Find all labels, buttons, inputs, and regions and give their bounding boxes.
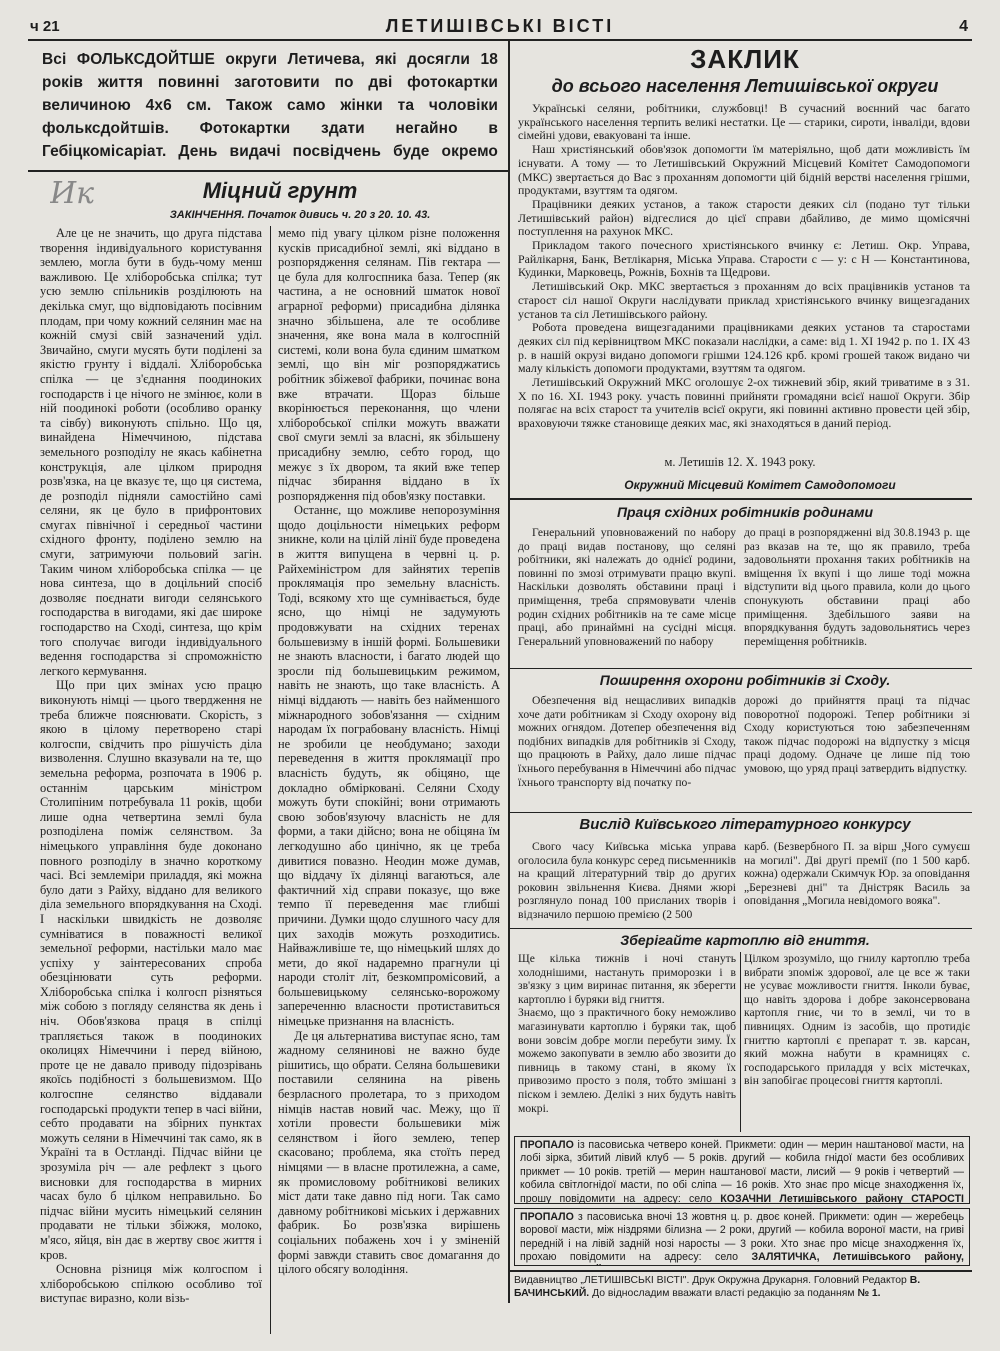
workers-text: до праці в розпорядженні від 30.8.1943 р. ще раз вказав на те, що як правило, треба задовольняти прохання таких робітників на вміщення їх вкупі і що лише тоді можна відступити від цього правила, коли до цього спонукують обставини праці або приміщення. Здебільшого заяви на впорядкування будуть задовольнятись через переміщення робітників. [744, 526, 970, 648]
ad-text: з пасовиська вночі 13 жовтня ц. р. двоє коней. Прикмети: один — жеребець ворової масти, між ніздрями білизна — 2 роки, другий — кобила вороної масти, на гриві передній і на лівій задній нозі наросты — 3 роки. Хто знає про місце знаходження їх, прохаю повідомити на адресу: село [520, 1211, 964, 1264]
article-paragraph: Що при цих змінах усю працю виконують німці — цього твердження не треба ближче пояснювати. Скорість, з якою в цілому перетворено старі колгоспи, свідчить про рішучість діла визволення. Слушно вказували на те, що земельна реформа, розпочата в 1906 р. останнім царським міністром Столипіним потребувала 11 років, щоби лише одна четвертина землі була розподілена поміж селянством. За німецького управління буде доконано повного розподілу в значно короткому часі. Всі землеміри приладдя, які можна було дати з Райху, віддано для великого діла земельного впорядкування на Сході. І наскільки швидкість не дозволяє сумніватися в поважності великої земельної реформи, настільки мало має успіху у заінтересованих спроба обезцінювати суть реформи. Хліборобська спілка і колгосп різняться між собою з погляду селянства як день і ніч. Обов'язкова праця в спілці трапляється також в поодиноких околицях Німеччини і перед війною, проте це не давало приводу підозрівань якоїсь подібності з большевизмом. Що колгоспне селянство віддавали господарські продукти тепер в часі війни, себто продавати на збірних пунктах можуть селяни в Німеччині так само, як в Україні та в Остланді. Підчас війни це зрозуміла річ — але рефлект з цього висновки для господарства в мирних часах було б цілком неправильно. Бо підчас війни мусить німецький селянин продавати не тільки збіжжя, молоко, м'ясо, яйця, він дає в жертву своє життя і кров. [40, 678, 262, 1262]
article-column-1 [40, 226, 262, 1334]
appeal-signature: Окружний Місцевий Комітет Самодопомоги [624, 478, 896, 492]
header-rule [28, 39, 972, 41]
contest-rule [510, 928, 972, 929]
newspaper-title: ЛЕТИШІВСЬКІ ВІСТІ [385, 16, 615, 36]
appeal-date: м. Летишів 12. X. 1943 року. [664, 456, 816, 469]
appeal-paragraph: Українські селяни, робітники, службовці! В сучасний воєнний час багато українського населення терпить великі нестатки. Це — старики, сироти, інваліди, вдови сімейні удови, евакуовані та інше. [518, 102, 970, 143]
imprint-publisher: Видавництво „ЛЕТИШІВСЬКІ ВІСТІ". Друк Окружна Друкарня. Головний Редактор [514, 1275, 907, 1286]
article-subtitle: ЗАКІНЧЕННЯ. Початок дивись ч. 20 з 20. 10. 43. [169, 209, 431, 221]
main-column-divider [508, 41, 510, 1303]
appeal-paragraph: Робота проведена вищезгаданими працівниками деяких установ та старостами деяких сіл під керівництвом МКС показали наслідки, а саме: від 1. XI 1942 р. по 1. IX 43 р. в нашій окрузі видано допомоги грішми 124.126 крб. кромі грошей також видано чи малу кількість допомоги продуктами, взуттям та одягом. [518, 320, 970, 376]
article-paragraph: Але це не значить, що друга підстава творення індивідуального користування землею, могла бути в будь-чому менш важливою. Це хліборобська спілка; тут усю землю спільників розділюють на декілька смуг, що відповідають посівним плодам, при чому кожний селянин має на кожній смузі свій зазначений уділ. Звичайно, смуги мусять бути поділені за якістю грунту і віддалі. Хліборобська спілка — це з'єднання поодиноких господарств і це нічого не змінює, коли в ній поодинокі роботи (особливо оранку та сівбу) виконують спільно. Що ця, винайдена Німеччиною, підстава земельного розподілу не якась кабінетна конструкція, але цілком природня розв'язка, на це вказує те, що ця система, де розподіл підняли самостійно самі селяни, як це було в прифронтових смугах північної і середньої частини східного фронту, поділено землю на смуги, затримуючи польовий загін. Таким чином хліборобська спілка — це нова синтеза, що в доцільний спосіб дозволяє поєднати вигоди селянського господарства в вигодами, які дає широке господарство на Сході, синтеза, що крім того сполучає вигоди індивідуального ведення господарства зі спроможністю легкого кермування. [40, 226, 262, 678]
appeal-title: ЗАКЛИК [690, 44, 800, 74]
article-paragraph: Де ця альтернатива виступає ясно, там жадному селянинові не важно буде рішитись, що обрати. Селяна большевики поставили селянина на рівень безрласного пролетара, то з приходом німців настав новий час. Межу, що її хотіли провести большевики між селянством і його землею, тепер скасовано; проблема, яка стоїть перед німцями — в власне протилежна, а саме, як промисловому робітникові великих міст дати таке давно під ноги. Так само давному робітникові міських і державних фабрик. Бо розв'язка вирішень соціальних побажень хоч і у зміненій формі завжди ставить своє домагання до цілого обсягу володіння. [278, 1028, 500, 1277]
workers-text: Генеральний уповноважений по набору до праці видав постанову, що селяні робітники, які належать до однієї родини, повинні по змозі отримувати працю вкупі. Наскільки дозволять обставини праці і приміщення, треба спрямовувати членів родин східних робітників на те саме місце праці, або принаймні на сусідні місця. Генеральний уповноважений по набору [518, 526, 736, 648]
lost-horses-ad-2 [514, 1208, 970, 1266]
insurance-text: Обезпечення від нещасливих випадків хоче дати робітникам зі Сходу охорону від можних огнядом. Дотепер обезпечення від подібних випадків для робітників зі Сходу, що працюють в Райху, дало лише підчас їхнього перебування в Німеччині або підчас їхнього транспорту від початку по- [518, 694, 736, 789]
page-header [28, 16, 972, 38]
appeal-paragraph: Прикладом такого почесного христіянського вчинку є: Летиш. Окр. Управа, Райлікарня, Банк, Ветлікарня, Міська Управа. Старости с — у: с Н — Константинова, Кудинки, Марковець, Рожнів, Бохнів та Щедрови. [518, 238, 970, 280]
contest-title: Вислід Київського літературного конкурсу [579, 816, 911, 833]
ad-text: із пасовиська четверо коней. Прикмети: один — мерин наштанової масти, на лобі зірка, збитий лівий клуб — 5 років. другий — кобила гнідої масти без особливих прикмет — 10 років. третій — мерин наштанової масти, лисий — 9 років і четвертий — кобила світлогнідої масти, по обі сліпа — 16 років. Хто знає про місце знаходження їх, прошу повідомити на адресу: село [520, 1139, 964, 1204]
potatoes-divider [740, 952, 741, 1132]
footer-rule [510, 1270, 972, 1272]
contest-text: карб. (Безвербного П. за вірш „Чого сумуєш на могилі". Дві другі премії (по 1 500 карб. кожна) одержали Скимчук Юр. за оповідання „Березневі дні" та Дністряк Василь за оповідання „Могила невідомого вояка". [744, 840, 970, 908]
appeal-paragraph: Летишівський Окружний МКС оголошує 2-ох тижневий збір, який триватиме в з 31. X по 16. XI. 1943 року. участь повинні прийняти громадяни всієї нашої Округи. Збір полягає на всіх старост та учителів всієї округи, які повинні активно провести цей збір, враховуючи тяжке становище деяких мас, які знаходяться в даний період. [518, 375, 970, 431]
article-column-divider [270, 226, 271, 1334]
workers-column-1 [518, 526, 736, 670]
imprint-number: № 1. [857, 1288, 881, 1299]
workers-title: Праця східних робітників родинами [616, 504, 874, 520]
insurance-column-2 [744, 694, 970, 808]
insurance-text: дорожі до прийняття праці та підчас поворотної подорожі. Тепер робітники зі Сходу користуються тою забезпеченням також підчас подорожі на відпустку з місця праці додому. Одначе це лише під тою умовою, що уряд праці затвердить відпустку. [744, 694, 970, 775]
issue-number: ч 21 [30, 18, 60, 35]
imprint [514, 1274, 970, 1304]
contest-text: Свого часу Київська міська управа оголосила була конкурс серед письменників на кращий літературний твір до других роковин звільнення Києва. Днями жюрі розглянуло понад 100 присланих творів і відзначило першою премією (2 500 [518, 840, 736, 921]
ad-lead: ПРОПАЛО [520, 1211, 574, 1223]
appeal-subtitle: до всього населення Летишівської округи [551, 76, 939, 96]
insurance-rule [510, 812, 972, 813]
ad-address: КОЗАЧНИ Летишівського району СТАРОСТІ [720, 1192, 964, 1204]
imprint-note: До відносладим вважати власті редакцію за поданням [592, 1288, 855, 1299]
photo-notice: Всі ФОЛЬКСДОЙТШЕ округи Летичева, які досягли 18 років життя повинні заготовити по дві фотокартки величиною 4х6 см. Також само жінки та чоловіки фольксдойтшів. Фотокартки здати негайно в Гебіцкомісаріат. День видачі посвідчень буде окремо [42, 51, 498, 160]
appeal-body [518, 102, 970, 454]
contest-column-1 [518, 840, 736, 926]
workers-rule [510, 668, 972, 669]
appeal-rule [510, 498, 972, 500]
article-paragraph: Останнє, що можливе непорозуміння щодо доцільности німецьких реформ зникне, коли на цілій лінії буде проведена в життя випущена в червні ц. р. Райхеміністром для зайнятих терепів проклямація про земельну власність. Тоді, всякому хто ще сумнівається, буде ясно, що німці не задумують продовжувати на східних теренах большевизму в іншій формі. Большевики не знають власности, і багато людей що зросли під большевицьким режимом, навіть не знають, що таке власність. А німці віддають — навіть без найменшого міжнародного зобов'язання — східним народам їх пограбовану власність. Німці не зробили це необдумано; заходи переведення в життя проклямації про власність будуть, як обіцяно, ще докладно обмірковані. Селяни Сходу можуть бути спокійні; вони отримають свою зобов'язуючу власність не для форми, а таки дійсно; вона не обіцяна їм легкодушно або цинічно, як це треба дивитися повазно. Неодин може думав, що віддачу їх ділянці вагаються, але фактичний хід справи показує, що вже темпо її переведення має глибші причини. Думки щодо слушного часу для цих заходів можуть розходитись. Найважливіше те, що німецький шлях до мети, до якої надаремно прагнули ці народи століт літ, безкомпромісовий, а большевицькому селянсько-ворожому запереченню власности протиставиться німецьке признання на власність. [278, 503, 500, 1029]
notice-rule [28, 170, 508, 172]
page-number: 4 [959, 18, 968, 35]
article-paragraph: мемо під увагу цілком різне положення кусків присадибної землі, які віддано в розпорядження селянам. Пів гектара — це була для колгоспника база. Тепер (як частина, а не основний шматок нової аграрної реформи) присадибна ділянка значно збільшена, але те особливе значення, яке вона мала в колгоспній системі, коли вона була єдиним шматком землі, що він міг розпоряджатись робітник збіжевої фабрики, починає вона вже втрачати. Щораз більше вкорінюється переконання, що члени хліборобської спілки можуть вважати свої смуги землі за власні, як збільшену присадибну землю, себто город, що межує з їх двором, та який вже тепер підчас збирання віддано в їх розпорядження під обов'язку поставки. [278, 226, 500, 503]
insurance-column-1 [518, 694, 736, 808]
article-column-2 [278, 226, 500, 1334]
insurance-title: Поширення охорони робітників зі Сходу. [599, 672, 891, 688]
article-paragraph: Основна різниця між колгоспом і хліборобською спілкою особливо тої виступає виразно, коли візь- [40, 1262, 262, 1306]
handwritten-mark: Ик [50, 176, 95, 211]
workers-column-2 [744, 526, 970, 670]
appeal-paragraph: Працівники деяких установ, а також старости деяких сіл (подано тут тільки Летишівський район) відгеслися до цієї справи дбайливо, де мимо щомісячні поступлення на рахунок МКС. [518, 196, 970, 239]
potatoes-column-2 [744, 952, 970, 1132]
potatoes-title: Зберігайте картоплю від гниття. [620, 932, 870, 948]
ad-address: ЗАЛЯТИЧКА, Летишівського району, [751, 1251, 964, 1264]
article-title: Міцний грунт [202, 178, 358, 203]
lost-horses-ad-1 [514, 1136, 970, 1204]
appeal-paragraph: Наш христіянський обов'язок допомогти їм матеріяльно, щоб дати можливість їм існувати. А тому — то Летишівський Окружний Місцевий Комітет Самодопомоги (МКС) звертається до Вас з проханням допомогти цій бідній верстві населення грішми, продуктами, взуттям та одягом. [518, 142, 970, 198]
potatoes-text: Цілком зрозуміло, що гнилу картоплю треба вибрати зпоміж здорової, але це все ж таки не усуває можливости гниття. Інколи буває, що навіть здорова і добре законсервована картопля гниє, чи то в землі, чи то в пивницях. Одним із засобів, що протидіє гниттю картоплі є препарат т. зв. карсан, який можна набути в крамницях с. господарського приладдя у всіх містечках, він запобігає процесові гниття картоплі. [744, 952, 970, 1088]
potatoes-column-1: Ще кілька тижнів і ночі стануть холоднішими, настануть приморозки і в зв'язку з цим виринає питання, як зберегти картоплю і буряки від гниття. Знаємо, що з практичного боку неможливо магазинувати картоплю і буряки так, щоб вони зовсім добре могли перебути зиму. Їх можемо закопувати в землю або звозити до пивниць в такому стані, в якому їх привозимо просто з поля, тобто змішані з піском і землею. Делікі з них будуть навіть мокрі. [518, 952, 736, 1115]
imprint-editor: В. БАЧИНСЬКИЙ. [514, 1275, 921, 1299]
ad-lead: ПРОПАЛО [520, 1139, 574, 1151]
appeal-paragraph: Летишівський Окр. МКС звертається з проханням до всіх працівників установ та старост сіл нашої Округи наслідувати приклад христіянського вчинку вищезгаданих установ та сіл Летишівського району. [518, 279, 970, 321]
contest-column-2 [744, 840, 970, 926]
